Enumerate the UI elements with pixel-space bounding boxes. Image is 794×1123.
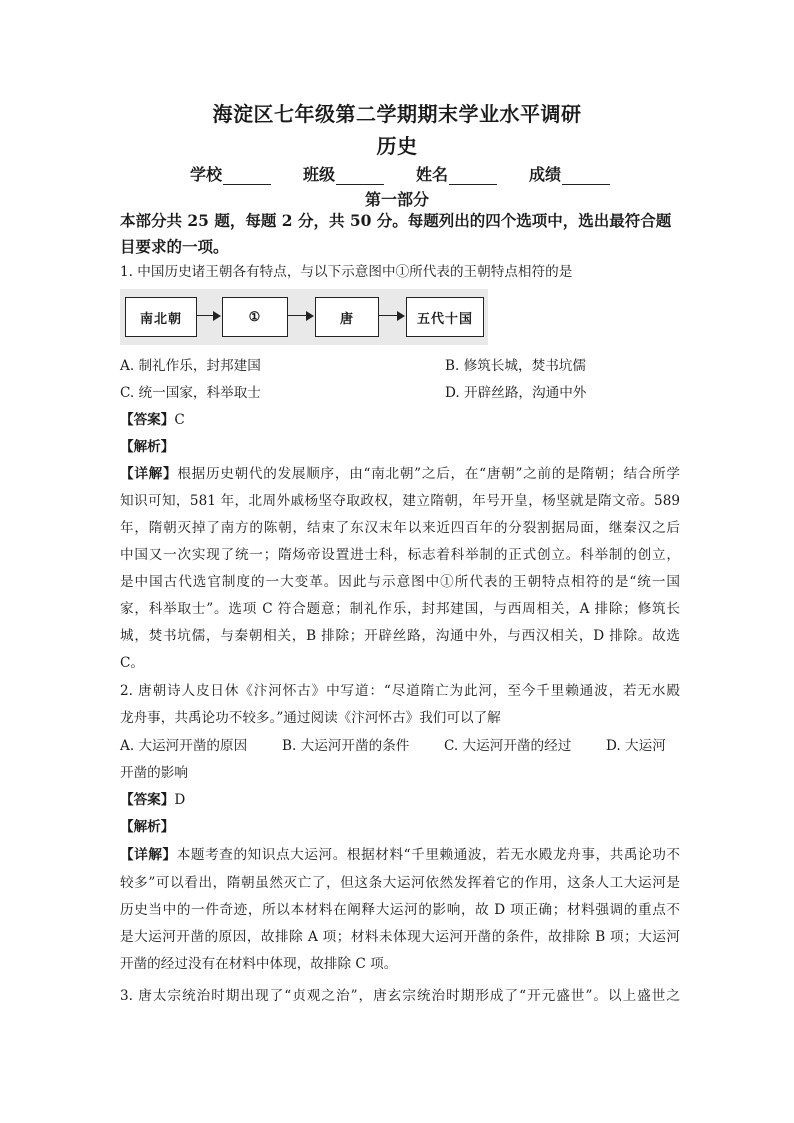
field-class-label: 班级 (302, 165, 335, 184)
section-marker: 【答案】 (120, 412, 175, 428)
detail-marker: 【详解】 (120, 466, 178, 482)
diagram-arrowhead-3 (397, 311, 405, 321)
field-school (190, 162, 271, 185)
field-school-blank (223, 168, 271, 185)
q2-option-d-cont: 开凿的影响 (120, 765, 188, 781)
section-marker: 【答案】 (120, 792, 175, 808)
diagram-arrow-3 (379, 315, 399, 316)
field-name (416, 162, 497, 185)
field-score-label: 成绩 (528, 165, 561, 184)
dynasty-flow-diagram (120, 289, 488, 345)
q2-stem-line-2: 龙舟事，共禹论功不较多。”通过阅读《汴河怀古》我们可以了解 (120, 710, 501, 726)
q1-detail-line-3: 年，隋朝灭掉了南方的陈朝，结束了东汉末年以来近四百年的分裂割据局面，继秦汉之后 (120, 520, 680, 536)
q1-detail-line-8: C。 (120, 655, 144, 671)
q2-analysis-label (120, 814, 680, 840)
q2-stem-line-1: 2. 唐朝诗人皮日休《汴河怀古》中写道：“尽道隋亡为此河，至今千里赖通波，若无水殿 (120, 683, 680, 699)
q2-detail-line-2: 较多”可以看出，隋朝虽然灭亡了，但这条大运河依然发挥着它的作用，这条人工大运河是 (120, 875, 680, 891)
diagram-box-five-dynasties: 五代十国 (406, 297, 484, 337)
student-info-row (190, 162, 610, 185)
q2-option-b: B. 大运河开凿的条件 (282, 738, 410, 754)
diagram-box-southern-northern: 南北朝 (125, 297, 197, 337)
q1-detail-line-1: 【详解】根据历史朝代的发展顺序，由“南北朝”之后，在“唐朝”之前的是隋朝；结合所学 (120, 466, 681, 482)
section-marker: 【解析】 (120, 439, 175, 455)
field-name-blank (449, 168, 497, 185)
diagram-arrowhead-1 (213, 311, 221, 321)
q2-detail-line-4: 是大运河开凿的原因，故排除 A 项；材料未体现大运河开凿的条件，故排除 B 项；大运河 (120, 929, 680, 945)
q1-detail-line-7: 城，焚书坑儒，与秦朝相关，B 排除；开辟丝路，沟通中外，与西汉相关，D 排除。故选 (120, 628, 680, 644)
instructions-line-1: 本部分共 25 题，每题 2 分，共 50 分。每题列出的四个选项中，选出最符合题 (120, 211, 672, 230)
diagram-arrowhead-2 (306, 311, 314, 321)
detail-marker: 【详解】 (120, 847, 177, 863)
q2-detail-line-3: 历史当中的一件奇迹，所以本材料在阐释大运河的影响，故 D 项正确；材料强调的重点不 (120, 902, 680, 918)
part-heading: 第一部分 (364, 190, 429, 209)
q3-stem: 3. 唐太宗统治时期出现了“贞观之治”，唐玄宗统治时期形成了“开元盛世”。以上盛世之 (120, 988, 680, 1004)
instructions-line-2: 目要求的一项。 (120, 237, 229, 256)
q1-option-a: A. 制礼作乐，封邦建国 (120, 358, 261, 374)
q1-answer: 【答案】C (120, 412, 185, 428)
q1-option-b: B. 修筑长城，焚书坑儒 (445, 358, 586, 374)
field-class (303, 162, 384, 185)
q2-option-a: A. 大运河开凿的原因 (120, 738, 248, 754)
q1-detail-line-2: 知识可知，581 年，北周外戚杨坚夺取政权，建立隋朝，年号开皇，杨坚就是隋文帝。589 (120, 493, 680, 509)
q1-analysis-label (120, 434, 680, 460)
q2-detail-line-1: 【详解】本题考查的知识点大运河。根据材料“千里赖通波，若无水殿龙舟事，共禹论功不 (120, 847, 681, 863)
field-score-blank (562, 168, 610, 185)
q2-option-c: C. 大运河开凿的经过 (444, 738, 572, 754)
q1-detail-line-4: 中国又一次实现了统一；隋炀帝设置进士科，标志着科举制的正式创立。科举制的创立， (120, 547, 680, 563)
q2-option-d: D. 大运河 (606, 738, 666, 754)
field-score (529, 162, 610, 185)
q1-option-c: C. 统一国家，科举取士 (120, 385, 261, 401)
q1-detail-line-5: 是中国古代选官制度的一大变革。因此与示意图中①所代表的王朝特点相符的是“统一国 (120, 574, 680, 590)
field-class-blank (336, 168, 384, 185)
field-name-label: 姓名 (415, 165, 448, 184)
q2-answer: 【答案】D (120, 792, 186, 808)
diagram-box-blank: ① (222, 297, 288, 337)
exam-subject: 历史 (376, 134, 418, 158)
section-marker: 【解析】 (120, 819, 175, 835)
diagram-box-tang: 唐 (315, 297, 379, 337)
q1-stem: 1. 中国历史诸王朝各有特点，与以下示意图中①所代表的王朝特点相符的是 (120, 264, 573, 280)
q1-option-d: D. 开辟丝路，沟通中外 (445, 385, 587, 401)
field-school-label: 学校 (190, 165, 223, 184)
diagram-arrow-2 (288, 315, 308, 316)
q2-detail-line-5: 开凿的经过没有在材料中体现，故排除 C 项。 (120, 956, 398, 972)
exam-title: 海淀区七年级第二学期期末学业水平调研 (212, 102, 582, 126)
q1-detail-line-6: 家，科举取士”。选项 C 符合题意；制礼作乐，封邦建国，与西周相关，A 排除；修筑长 (120, 601, 680, 617)
